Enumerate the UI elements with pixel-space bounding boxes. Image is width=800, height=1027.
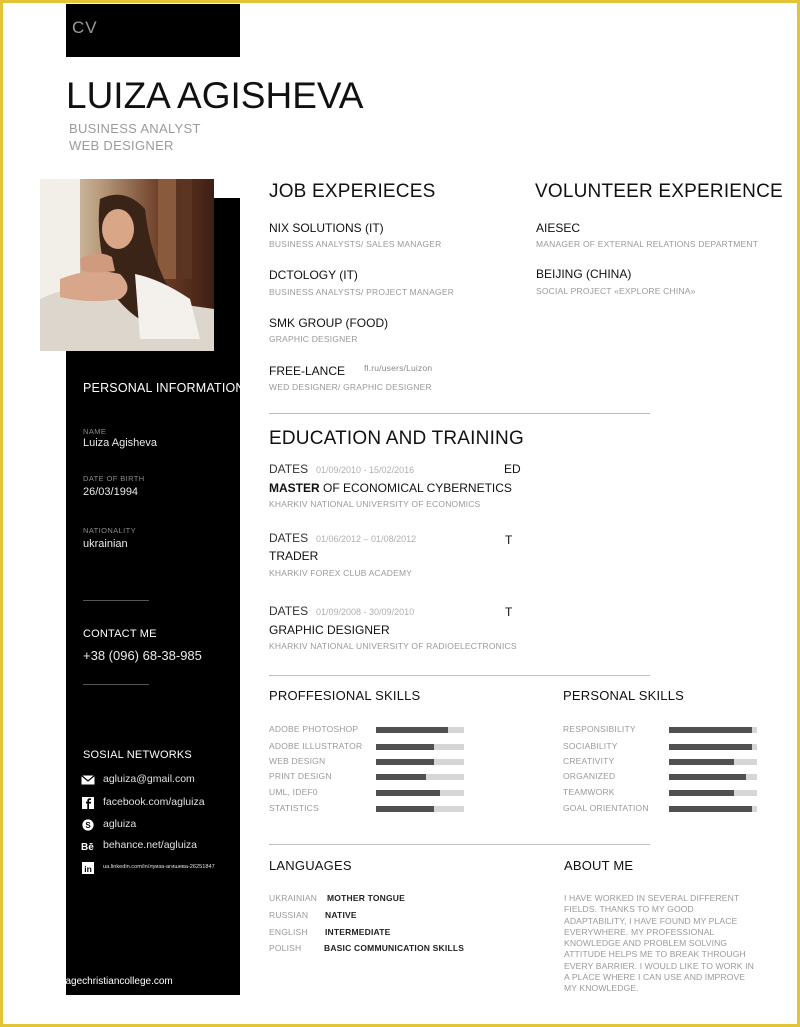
- skill-label: UML, IDEF0: [269, 787, 318, 797]
- edu-title: TRADER: [269, 549, 319, 563]
- role-1: BUSINESS ANALYST: [69, 121, 201, 136]
- edu-dates-label: DATES: [269, 604, 309, 618]
- job-title: DCTOLOGY (IT): [269, 268, 358, 282]
- edu-title-rest: OF ECONOMICAL CYBERNETICS: [319, 481, 512, 495]
- skill-bar: [376, 744, 464, 750]
- social-link-linkedin[interactable]: ua.linkedin.com/in/луиза-агишева-26251847: [103, 864, 215, 870]
- facebook-icon: [81, 796, 95, 808]
- skill-bar: [669, 744, 757, 750]
- volunteer-title: AIESEC: [536, 221, 581, 235]
- sidebar-divider: [83, 684, 149, 685]
- skill-bar: [376, 790, 464, 796]
- skill-label: CREATIVITY: [563, 756, 615, 766]
- skill-bar-fill: [376, 774, 426, 780]
- skill-bar-fill: [669, 774, 746, 780]
- skill-bar-fill: [669, 790, 734, 796]
- skill-bar: [669, 790, 757, 796]
- skill-bar-fill: [669, 744, 752, 750]
- language-name: UKRAINIAN: [269, 893, 318, 903]
- edu-mark: T: [505, 605, 513, 619]
- skill-bar: [669, 774, 757, 780]
- social-link-skype[interactable]: agluiza: [103, 818, 137, 830]
- edu-school: KHARKIV NATIONAL UNIVERSITY OF RADIOELECTRONICS: [269, 641, 517, 651]
- edu-title: [269, 481, 512, 495]
- edu-title-bold: MASTER: [269, 481, 320, 495]
- skill-label: GOAL ORIENTATION: [563, 803, 649, 813]
- skill-bar: [376, 774, 464, 780]
- dob-value: 26/03/1994: [83, 486, 139, 498]
- skill-bar-fill: [669, 806, 752, 812]
- edu-school: KHARKIV NATIONAL UNIVERSITY OF ECONOMICS: [269, 499, 481, 509]
- section-divider: [269, 413, 650, 414]
- skill-label: ADOBE PHOTOSHOP: [269, 724, 359, 734]
- sidebar-divider: [83, 600, 149, 601]
- social-link-behance[interactable]: behance.net/agluiza: [103, 839, 197, 851]
- skill-bar-fill: [376, 727, 448, 733]
- social-heading: SOSIAL NETWORKS: [83, 749, 192, 761]
- nationality-value: ukrainian: [83, 538, 128, 550]
- job-subtitle: BUSINESS ANALYSTS/ SALES MANAGER: [269, 239, 442, 249]
- behance-icon: [81, 839, 95, 851]
- skill-bar: [376, 806, 464, 812]
- edu-dates-label: DATES: [269, 531, 309, 545]
- personal-skills-heading: PERSONAL SKILLS: [563, 688, 685, 703]
- edu-dates-label: DATES: [269, 462, 309, 476]
- job-subtitle: WED DESIGNER/ GRAPHIC DESIGNER: [269, 382, 432, 392]
- social-link-email[interactable]: agluiza@gmail.com: [103, 773, 195, 785]
- job-title: FREE-LANCE: [269, 364, 346, 378]
- edu-school: KHARKIV FOREX CLUB ACADEMY: [269, 568, 413, 578]
- skill-label: STATISTICS: [269, 803, 319, 813]
- edu-mark: ED: [504, 462, 521, 476]
- language-level: NATIVE: [325, 910, 357, 920]
- svg-text:in: in: [84, 864, 92, 874]
- skill-label: TEAMWORK: [563, 787, 615, 797]
- portrait-image: [40, 179, 214, 351]
- skill-label: WEB DESIGN: [269, 756, 326, 766]
- edu-mark: T: [505, 533, 513, 547]
- volunteer-title: BEIJING (CHINA): [536, 267, 632, 281]
- language-name: RUSSIAN: [269, 910, 309, 920]
- jobs-heading: JOB EXPERIECES: [269, 181, 436, 202]
- person-name: LUIZA AGISHEVA: [66, 75, 364, 116]
- phone-number: +38 (096) 68-38-985: [83, 648, 202, 663]
- edu-title: GRAPHIC DESIGNER: [269, 623, 390, 637]
- contact-heading: CONTACT ME: [83, 628, 157, 640]
- skill-bar-fill: [669, 759, 734, 765]
- skill-bar: [669, 759, 757, 765]
- section-divider: [269, 675, 650, 676]
- edu-date-range: 01/09/2010 - 15/02/2016: [316, 465, 415, 475]
- skill-bar: [376, 759, 464, 765]
- cv-label: CV: [72, 18, 98, 37]
- edu-date-range: 01/06/2012 – 01/08/2012: [316, 534, 417, 544]
- skill-bar-fill: [669, 727, 752, 733]
- language-name: POLISH: [269, 943, 302, 953]
- pro-skills-heading: PROFFESIONAL SKILLS: [269, 688, 421, 703]
- language-level: MOTHER TONGUE: [327, 893, 406, 903]
- mail-icon: [81, 773, 95, 785]
- skill-bar: [669, 806, 757, 812]
- name-label: NAME: [83, 427, 107, 436]
- nationality-label: NATIONALITY: [83, 526, 137, 535]
- skill-bar-fill: [376, 744, 434, 750]
- svg-text:Bē: Bē: [81, 842, 94, 852]
- language-level: BASIC COMMUNICATION SKILLS: [324, 943, 465, 953]
- volunteer-subtitle: MANAGER OF EXTERNAL RELATIONS DEPARTMENT: [536, 239, 759, 249]
- social-link-facebook[interactable]: facebook.com/agluiza: [103, 796, 205, 808]
- language-name: ENGLISH: [269, 927, 308, 937]
- edu-date-range: 01/09/2008 - 30/09/2010: [316, 607, 415, 617]
- job-title: SMK GROUP (FOOD): [269, 316, 389, 330]
- personal-info-heading: PERSONAL INFORMATION: [83, 381, 245, 395]
- about-text: I HAVE WORKED IN SEVERAL DIFFERENT FIELDS. THANKS TO MY GOOD ADAPTABILITY, I HAVE FOUND MY PLACE EVERYWHERE. MY PROFESSIONAL KNOWLEDGE AND PROBLEM SOLVING ATTITUDE HELPS ME TO BREAK THROUGH EVERY BARRIER. I WOULD LIKE TO WORK IN A PLACE WHERE I CAN USE AND IMPROVE MY KNOWLEDGE.: [564, 893, 754, 994]
- skill-bar-fill: [376, 790, 440, 796]
- skill-label: PRINT DESIGN: [269, 771, 332, 781]
- freelance-profile-link[interactable]: fl.ru/users/Luizon: [364, 363, 433, 373]
- about-heading: ABOUT ME: [564, 858, 634, 873]
- volunteer-heading: VOLUNTEER EXPERIENCE: [535, 181, 783, 202]
- name-value: Luiza Agisheva: [83, 437, 157, 449]
- language-level: INTERMEDIATE: [325, 927, 391, 937]
- skill-bar: [376, 727, 464, 733]
- skill-label: SOCIABILITY: [563, 741, 618, 751]
- languages-heading: LANGUAGES: [269, 858, 352, 873]
- job-subtitle: GRAPHIC DESIGNER: [269, 334, 358, 344]
- cv-label-box: [66, 4, 240, 57]
- skill-label: ADOBE ILLUSTRATOR: [269, 741, 363, 751]
- skill-bar: [669, 727, 757, 733]
- skill-bar-fill: [376, 759, 434, 765]
- skill-label: RESPONSIBILITY: [563, 724, 636, 734]
- svg-text:S: S: [85, 821, 91, 830]
- volunteer-subtitle: SOCIAL PROJECT «EXPLORE CHINA»: [536, 286, 696, 296]
- skill-label: ORGANIZED: [563, 771, 616, 781]
- linkedin-icon: [81, 861, 95, 873]
- profile-photo: [40, 179, 214, 351]
- job-subtitle: BUSINESS ANALYSTS/ PROJECT MANAGER: [269, 287, 455, 297]
- education-heading: EDUCATION AND TRAINING: [269, 428, 524, 449]
- job-title: NIX SOLUTIONS (IT): [269, 221, 384, 235]
- role-2: WEB DESIGNER: [69, 138, 174, 153]
- skype-icon: [81, 818, 95, 830]
- section-divider: [269, 844, 650, 845]
- watermark: heritagechristiancollege.com: [46, 976, 173, 987]
- dob-label: DATE OF BIRTH: [83, 474, 145, 483]
- skill-bar-fill: [376, 806, 434, 812]
